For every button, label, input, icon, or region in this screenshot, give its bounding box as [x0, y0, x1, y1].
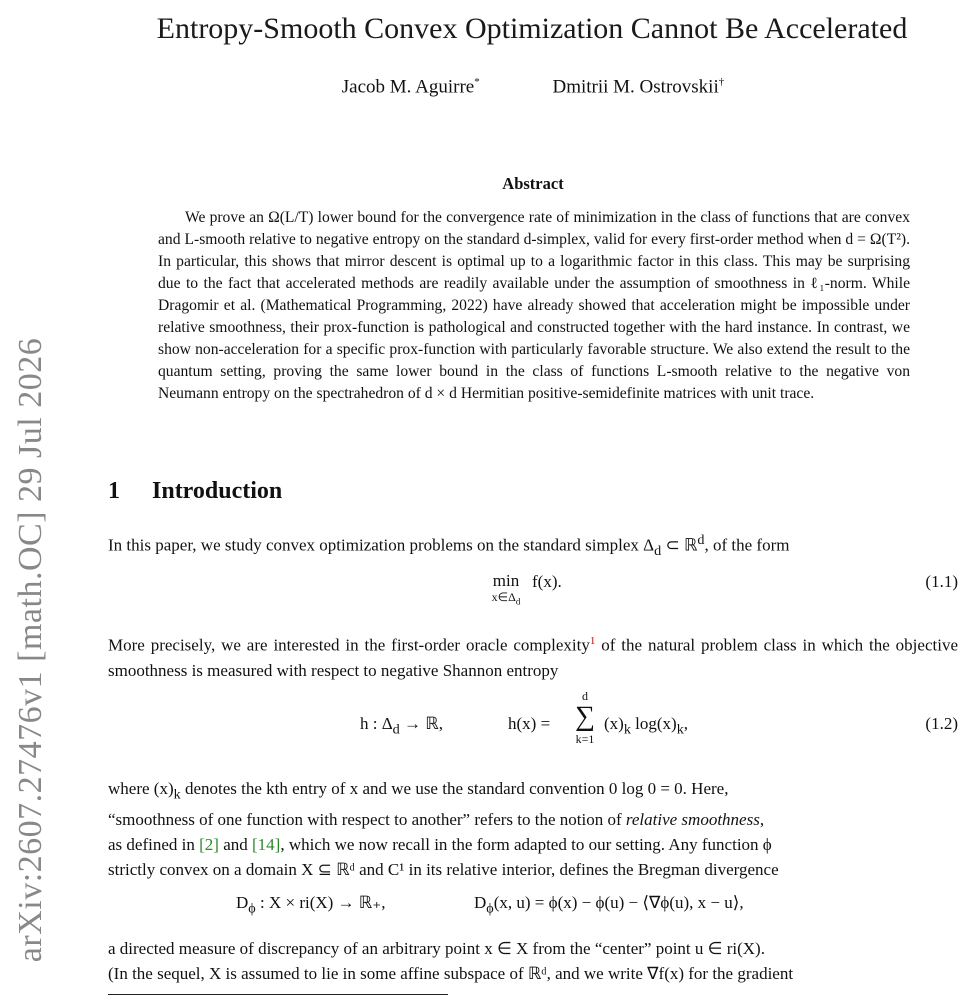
section-number: 1: [108, 478, 120, 504]
author-2-mark: †: [718, 76, 725, 88]
paper-title: Entropy-Smooth Convex Optimization Cannot Be Accelerated: [156, 12, 908, 45]
abstract-text: We prove an Ω(L/T) lower bound for the convergence rate of minimization in the class of functions that are convex and L-smooth relative to negative entropy on the standard d-simplex, valid for every first-order method when d = Ω(T²). In particular, this shows that mirror descent is optimal up to a logarithmic factor in this class. This may be surprising due to the fact that accelerated methods are readily available under the assumption of smoothness in ℓ₁-norm. While Dragomir et al. (Mathematical Programming, 2022) have already showed that acceleration might be impossible under relative smoothness, their prox-function is pathological and constructed together with the hard instance. In contrast, we show non-acceleration for a specific prox-function with particularly favorable structure. We also extend the result to the quantum setting, proving the same lower bound in the class of functions L-smooth relative to the negative von Neumann entropy on the spectrahedron of d × d Hermitian positive-semidefinite matrices with unit trace.: [158, 209, 910, 402]
author-1-mark: *: [474, 76, 480, 88]
author-2: Dmitrii M. Ostrovskii†: [552, 76, 725, 98]
author-1: Jacob M. Aguirre*: [341, 76, 480, 98]
footnote-divider: [108, 994, 448, 995]
section-title: Introduction: [152, 478, 283, 504]
equation-number: (1.1): [925, 572, 958, 591]
equation-number: (1.2): [925, 714, 958, 733]
abstract-heading: Abstract: [502, 174, 564, 193]
footnote-marker[interactable]: 1: [589, 635, 596, 647]
equation-1-2: h : $\Delta_d$ → ℝ, h(x) = d ∑ k=1 $(x)_k$ $\log(x)_k$, (1.2): [360, 689, 958, 746]
citation-link[interactable]: [14]: [251, 835, 281, 855]
arxiv-identifier: arXiv:2607.27476v1 [math.OC] 29 Jul 2026: [12, 337, 49, 963]
intro-paragraph-3: where $(x)_k$ denotes the kth entry of x and we use the standard convention 0 log 0 = 0. Here, “smoothness of one function with respect to another” refers to the notion of relative smoothness, as defined in [2] and [14], which we now recall in the form adapted to our setting. Any function ϕ strictly convex on a domain X ⊆ ℝᵈ and C¹ in its relative interior, defines the Bregman divergence: [108, 779, 779, 880]
citation-link[interactable]: [2]: [199, 835, 219, 855]
intro-paragraph-1: In this paper, we study convex optimization problems on the standard simplex $\Delta_d$ ⊂ ℝ$^d$, of the form: [108, 532, 790, 560]
arxiv-sidebar: [0, 0, 62, 1000]
intro-paragraph-4: a directed measure of discrepancy of an arbitrary point x ∈ X from the “center” point u ∈ ri(X). (In the sequel, X is assumed to lie in some affine subspace of ℝᵈ, and we write ∇f(x) for the gradient: [108, 939, 794, 983]
author-list: [108, 76, 958, 98]
equation-1-1: min $x\in\Delta_d$ f(x). (1.1): [491, 571, 958, 607]
intro-paragraph-2: More precisely, we are interested in the first-order oracle complexity$^1$ of the natural problem class in which the objective smoothness is measured with respect to negative Shannon entropy: [108, 635, 958, 680]
equation-bregman: $D_\phi$ : X × ri(X) → ℝ₊, $D_\phi(x$, u) = ϕ(x) − ϕ(u) − ⟨∇ϕ(u), x − u⟩,: [236, 893, 744, 917]
section-heading: [108, 478, 282, 505]
